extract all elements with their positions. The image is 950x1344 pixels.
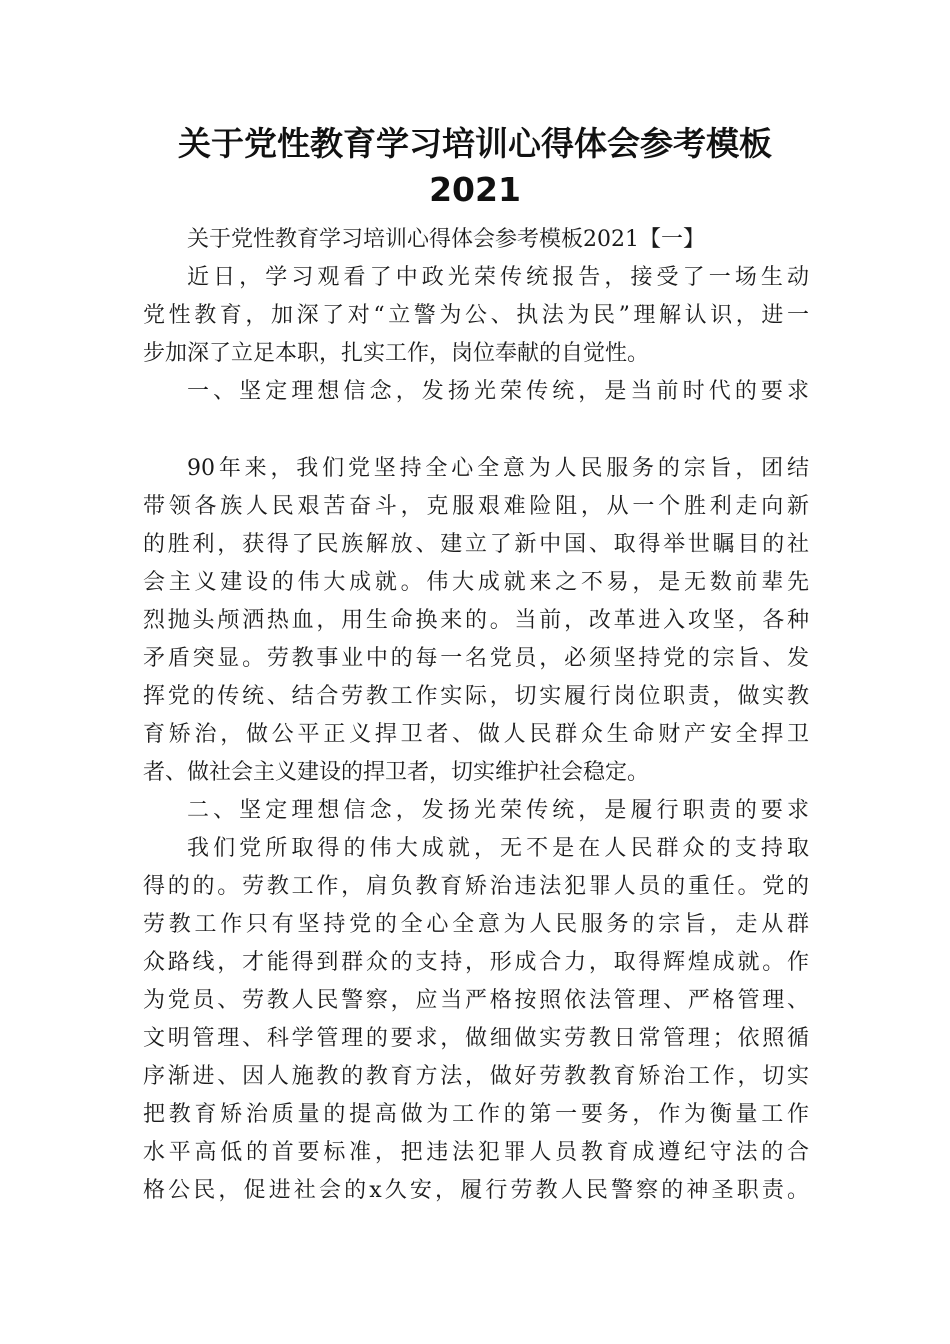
paragraph-line: 我们党所取得的伟大成就，无不是在人民群众的支持取 (187, 836, 809, 861)
paragraph-line: 育矫治，做公平正义捍卫者、做人民群众生命财产安全捍卫 (143, 722, 809, 747)
paragraph-line: 劳教工作只有坚持党的全心全意为人民服务的宗旨，走从群 (143, 912, 809, 937)
paragraph-line: 文明管理、科学管理的要求，做细做实劳教日常管理；依照循 (143, 1026, 809, 1051)
subheading: 一、坚定理想信念，发扬光荣传统，是当前时代的要求 (187, 379, 809, 404)
paragraph-line: 的胜利，获得了民族解放、建立了新中国、取得举世瞩目的社 (143, 532, 809, 557)
document-title: 关于党性教育学习培训心得体会参考模板 (178, 124, 772, 163)
paragraph-line: 党性教育，加深了对“立警为公、执法为民”理解认识，进一 (143, 303, 809, 328)
document-title-year: 2021 (429, 170, 521, 209)
paragraph-line: 矛盾突显。劳教事业中的每一名党员，必须坚持党的宗旨、发 (143, 646, 809, 671)
paragraph-line: 为党员、劳教人民警察，应当严格按照依法管理、严格管理、 (143, 988, 809, 1013)
paragraph-line: 序渐进、因人施教的教育方法，做好劳教教育矫治工作，切实 (143, 1064, 809, 1089)
paragraph-line: 会主义建设的伟大成就。伟大成就来之不易，是无数前辈先 (143, 570, 809, 595)
paragraph-line: 水平高低的首要标准，把违法犯罪人员教育成遵纪守法的合 (143, 1140, 809, 1165)
paragraph-line: 众路线，才能得到群众的支持，形成合力，取得辉煌成就。作 (143, 950, 809, 975)
section-heading: 关于党性教育学习培训心得体会参考模板2021【一】 (187, 227, 705, 252)
paragraph-line: 烈抛头颅洒热血，用生命换来的。当前，改革进入攻坚，各种 (143, 608, 809, 633)
paragraph-line: 者、做社会主义建设的捍卫者，切实维护社会稳定。 (143, 760, 650, 785)
paragraph-line: 格公民，促进社会的x久安，履行劳教人民警察的神圣职责。 (143, 1178, 809, 1203)
paragraph-line: 挥党的传统、结合劳教工作实际，切实履行岗位职责，做实教 (143, 684, 809, 709)
paragraph-line: 90年来，我们党坚持全心全意为人民服务的宗旨，团结 (187, 456, 809, 481)
paragraph-line: 带领各族人民艰苦奋斗，克服艰难险阻，从一个胜利走向新 (143, 494, 809, 519)
paragraph-line: 得的的。劳教工作，肩负教育矫治违法犯罪人员的重任。党的 (143, 874, 809, 899)
subheading: 二、坚定理想信念，发扬光荣传统，是履行职责的要求 (187, 798, 809, 823)
paragraph-line: 把教育矫治质量的提高做为工作的第一要务，作为衡量工作 (143, 1102, 809, 1127)
paragraph-line: 步加深了立足本职，扎实工作，岗位奉献的自觉性。 (143, 341, 650, 366)
paragraph-line: 近日，学习观看了中政光荣传统报告，接受了一场生动 (187, 265, 809, 290)
